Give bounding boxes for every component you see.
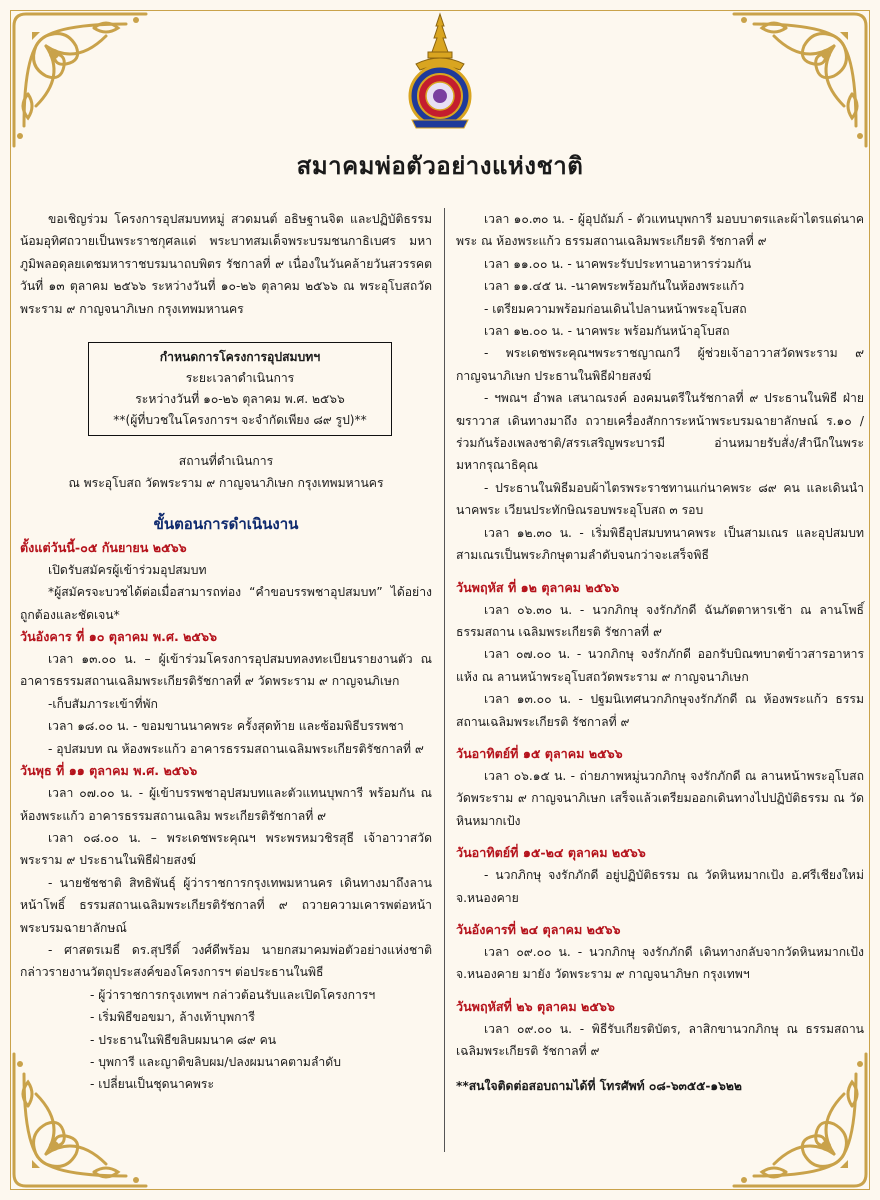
- schedule-item: เวลา ๐๖.๓๐ น. - นวกภิกษุ จงรักภักดี ฉันภัตตาหารเช้า ณ ลานโพธิ์ ธรรมสถาน เฉลิมพระเกียรติ รัชกาลที่ ๙: [456, 602, 864, 639]
- schedule-item: - อุปสมบท ณ ห้องพระแก้ว อาคารธรรมสถานเฉลิมพระเกียรติรัชกาลที่ ๙: [48, 741, 424, 756]
- date-heading: วันอาทิตย์ที่ ๑๕-๒๔ ตุลาคม ๒๕๖๖: [456, 845, 646, 861]
- location-text: ณ พระอุโบสถ วัดพระราม ๙ กาญจนาภิเษก กรุงเทพมหานคร: [68, 476, 384, 491]
- schedule-item: - ศาสตรเมธี ดร.สุปรีดิ์ วงศ์ดีพร้อม นายกสมาคมพ่อตัวอย่างแห่งชาติ กล่าวรายงานวัตถุประสงค์ของโครงการฯ ต่อประธานในพิธี: [20, 942, 432, 980]
- schedule-box-line: ระยะเวลาดำเนินการ: [185, 371, 295, 386]
- schedule-box-line: ระหว่างวันที่ ๑๐-๒๖ ตุลาคม พ.ศ. ๒๕๖๖: [135, 392, 345, 407]
- schedule-item: เวลา ๑๐.๓๐ น. - ผู้อุปถัมภ์ - ตัวแทนบุพการี มอบบาตรและผ้าไตรแด่นาคพระ ณ ห้องพระแก้ว ธรรมสถานเฉลิมพระเกียรติ รัชกาลที่ ๙: [456, 212, 864, 249]
- right-column: [456, 208, 864, 1097]
- schedule-item: เวลา ๑๓.๐๐ น. – ผู้เข้าร่วมโครงการอุปสมบทลงทะเบียนรายงานตัว ณ อาคารธรรมสถานเฉลิมพระเกียรติรัชกาลที่ ๙ วัดพระราม ๙ กาญจนภิเษก: [20, 652, 432, 689]
- schedule-item: เวลา ๑๒.๐๐ น. - นาคพระ พร้อมกันหน้าอุโบสถ: [484, 324, 730, 339]
- schedule-item: - เตรียมความพร้อมก่อนเดินไปลานหน้าพระอุโบสถ: [484, 301, 747, 316]
- intro-paragraph: ขอเชิญร่วม โครงการอุปสมบทหมู่ สวดมนต์ อธิษฐานจิต และปฏิบัติธรรม น้อมอุทิศถวายเป็นพระราชกุศลแด่ พระบาทสมเด็จพระบรมชนกาธิเบศร มหาภูมิพลอดุลยเดชมหาราชบรมนาถบพิตร รัชกาลที่ ๙ เนื่องในวันคล้ายวันสวรรคต วันที่ ๑๓ ตุลาคม ๒๕๖๖ ระหว่างวันที่ ๑๐-๒๖ ตุลาคม ๒๕๖๖ ณ พระอุโบสถวัดพระราม ๙ กาญจนาภิเษก กรุงเทพมหานคร: [20, 212, 432, 316]
- schedule-sub-item: - บุพการี และญาติขลิบผม/ปลงผมนาคตามลำดับ: [90, 1054, 341, 1069]
- ornament-corner-icon: [6, 6, 156, 156]
- date-heading: วันอังคาร ที่ ๑๐ ตุลาคม พ.ศ. ๒๕๖๖: [20, 629, 217, 645]
- schedule-sub-item: - เปลี่ยนเป็นชุดนาคพระ: [90, 1077, 214, 1092]
- schedule-sub-item: - เริ่มพิธีขอขมา, ล้างเท้าบุพการี: [90, 1010, 255, 1025]
- schedule-item: *ผู้สมัครจะบวชได้ต่อเมื่อสามารถท่อง “คำขอบรรพชาอุปสมบท” ได้อย่างถูกต้องและชัดเจน*: [20, 585, 432, 622]
- schedule-item: - พระเดชพระคุณฯพระราชญาณกวี ผู้ช่วยเจ้าอาวาสวัดพระราม ๙ กาญจนาภิเษก ประธานในพิธีฝ่ายสงฆ์: [456, 346, 864, 383]
- schedule-sub-item: - ประธานในพิธีขลิบผมนาค ๘๙ คน: [90, 1032, 277, 1047]
- schedule-box-title: กำหนดการโครงการอุปสมบทฯ: [159, 350, 321, 365]
- date-heading: วันพุธ ที่ ๑๑ ตุลาคม พ.ศ. ๒๕๖๖: [20, 763, 198, 779]
- contact-note: **สนใจติดต่อสอบถามได้ที่ โทรศัพท์ ๐๘-๖๓๕๕-๑๖๒๒: [456, 1078, 742, 1093]
- schedule-item: เวลา ๑๑.๐๐ น. - นาคพระรับประทานอาหารร่วมกัน: [484, 256, 752, 271]
- schedule-item: - นายชัชชาติ สิทธิพันธุ์ ผู้ว่าราชการกรุงเทพมหานคร เดินทางมาถึงลานหน้าโพธิ์ ธรรมสถานเฉลิมพระเกียรติรัชกาลที่ ๙ ถวายความเคารพต่อหน้าพระบรมฉายาลักษณ์: [20, 875, 432, 935]
- schedule-sub-item: - ผู้ว่าราชการกรุงเทพฯ กล่าวต้อนรับและเปิดโครงการฯ: [90, 987, 376, 1002]
- schedule-item: เวลา ๐๙.๐๐ น. - พิธีรับเกียรติบัตร, ลาสิกขานวกภิกษุ ณ ธรรมสถานเฉลิมพระเกียรติ รัชกาลที่ ๙: [456, 1021, 864, 1059]
- schedule-item: เปิดรับสมัครผู้เข้าร่วมอุปสมบท: [48, 562, 207, 577]
- schedule-item: - ฯพณฯ อำพล เสนาณรงค์ องคมนตรีในรัชกาลที่ ๙ ประธานในพิธี ฝ่ายฆราวาส เดินทางมาถึง ถวายเครื่องสักการะหน้าพระบรมฉายาลักษณ์ ร.๑๐ /ร่วมกันร้องเพลงชาติ/สรรเสริญพระบารมี อ่านหมายรับสั่ง/สำนึกในพระมหากรุณาธิคุณ: [456, 391, 864, 473]
- schedule-item: เวลา ๐๙.๐๐ น. - นวกภิกษุ จงรักภักดี เดินทางกลับจากวัดหินหมากเป้ง จ.หนองคาย มายัง วัดพระราม ๙ กาญจนาภิษก กรุงเทพฯ: [456, 944, 864, 982]
- schedule-item: เวลา ๐๖.๑๕ น. - ถ่ายภาพหมู่นวกภิกษุ จงรักภักดี ณ ลานหน้าพระอุโบสถวัดพระราม ๙ กาญจนาภิเษก เสร็จแล้วเตรียมออกเดินทางไปปฏิบัติธรรม ณ วัดหินหมากเป้ง: [456, 768, 864, 828]
- date-heading: วันอาทิตย์ที่ ๑๕ ตุลาคม ๒๕๖๖: [456, 745, 623, 761]
- schedule-item: เวลา ๐๘.๐๐ น. – พระเดชพระคุณฯ พระพรหมวชิรสุธี เจ้าอาวาสวัดพระราม ๙ ประธานในพิธีฝ่ายสงฆ์: [20, 830, 432, 868]
- column-divider: [444, 208, 445, 1152]
- page-title: สมาคมพ่อตัวอย่างแห่งชาติ: [296, 152, 584, 180]
- schedule-item: -เก็บสัมภาระเข้าที่พัก: [48, 696, 158, 711]
- date-heading: ตั้งแต่วันนี้-๐๕ กันยายน ๒๕๖๖: [20, 539, 187, 555]
- schedule-box-line: **(ผู้ที่บวชในโครงการฯ จะจำกัดเพียง ๘๙ รูป)**: [113, 413, 367, 428]
- ornament-corner-icon: [724, 6, 874, 156]
- date-heading: วันอังคารที่ ๒๔ ตุลาคม ๒๕๖๖: [456, 921, 621, 937]
- association-emblem-icon: [400, 12, 480, 132]
- schedule-item: เวลา ๑๒.๓๐ น. - เริ่มพิธีอุปสมบทนาคพระ เป็นสามเณร และอุปสมบทสามเณรเป็นพระภิกษุตามลำดับจนกว่าจะเสร็จพิธี: [456, 525, 864, 563]
- schedule-item: เวลา ๑๘.๐๐ น. - ขอมขานนาคพระ ครั้งสุดท้าย และซ้อมพิธีบรรพชา: [48, 719, 404, 734]
- left-column: [20, 208, 432, 1096]
- schedule-item: เวลา ๐๗.๐๐ น. - นวกภิกษุ จงรักภักดี ออกรับบิณฑบาตข้าวสารอาหารแห้ง ณ ลานหน้าพระอุโบสถวัดพระราม ๙ กาญจนาภิเษก: [456, 647, 864, 684]
- date-heading: วันพฤหัสที่ ๒๖ ตุลาคม ๒๕๖๖: [456, 998, 615, 1014]
- steps-title: ขั้นตอนการดำเนินงาน: [153, 514, 299, 533]
- date-heading: วันพฤหัส ที่ ๑๒ ตุลาคม ๒๕๖๖: [456, 579, 620, 595]
- schedule-item: เวลา ๑๑.๔๕ น. -นาคพระพร้อมกันในห้องพระแก้ว: [484, 279, 745, 294]
- schedule-box: [88, 342, 392, 436]
- location-label: สถานที่ดำเนินการ: [178, 454, 274, 469]
- schedule-item: เวลา ๑๓.๐๐ น. - ปฐมนิเทศนวกภิกษุจงรักภักดี ณ ห้องพระแก้ว ธรรมสถานเฉลิมพระเกียรติ รัชกาลที่ ๙: [456, 692, 864, 729]
- schedule-item: เวลา ๐๗.๐๐ น. - ผู้เข้าบรรพชาอุปสมบทและตัวแทนบุพการี พร้อมกัน ณ ห้องพระแก้ว อาคารธรรมสถานเฉลิม พระเกียรติรัชกาลที่ ๙: [20, 786, 432, 823]
- schedule-item: - นวกภิกษุ จงรักภักดี อยู่ปฏิบัติธรรม ณ วัดหินหมากเป้ง อ.ศรีเชียงใหม่ จ.หนองคาย: [456, 868, 864, 905]
- schedule-item: - ประธานในพิธีมอบผ้าไตรพระราชทานแก่นาคพระ ๘๙ คน และเดินนำนาคพระ เวียนประทักษิณรอบพระอุโบสถ ๓ รอบ: [456, 480, 864, 518]
